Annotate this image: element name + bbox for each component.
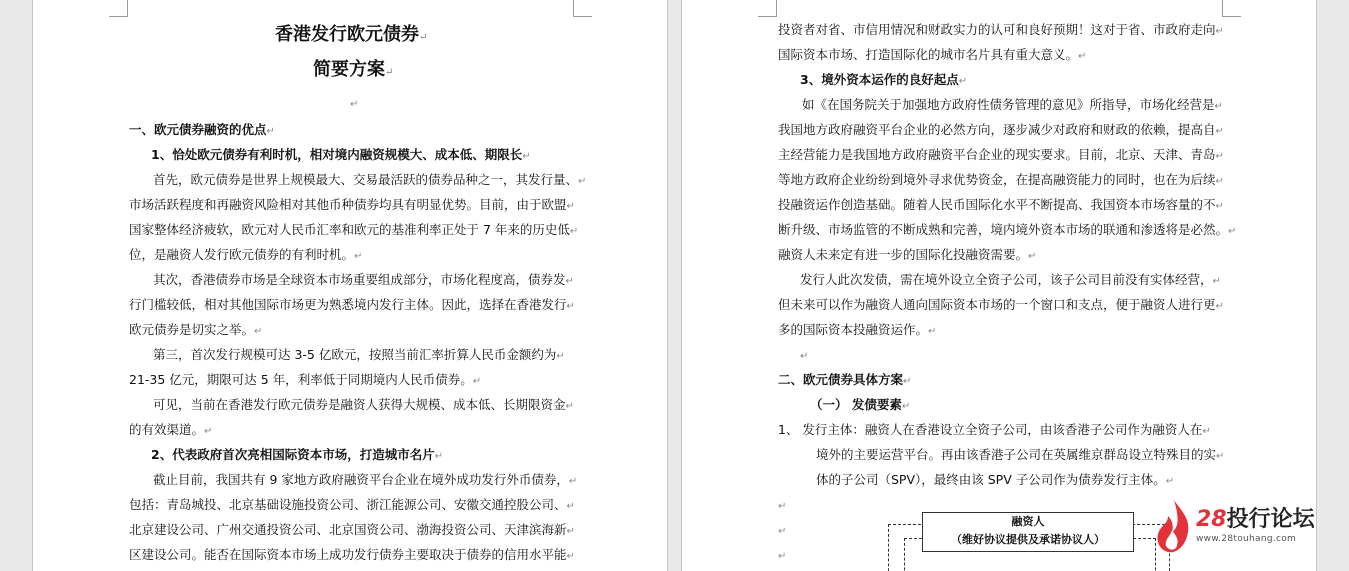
empty-paragraph: ↵ xyxy=(778,526,787,537)
paragraph-line: 1、 发行主体：融资人在香港设立全资子公司，由该香港子公司作为融资人在↵ xyxy=(778,422,1211,437)
paragraph-line: 其次，香港债券市场是全球资本市场重要组成部分，市场化程度高，债券发↵ xyxy=(153,272,574,287)
paragraph-line: 体的子公司（SPV），最终由该 SPV 子公司作为债券发行主体。↵ xyxy=(816,472,1175,487)
paragraph-line: 多的国际资本投融资运作。↵ xyxy=(778,322,937,337)
document-page-left xyxy=(32,0,668,571)
watermark-name: 投行论坛 xyxy=(1226,507,1315,532)
paragraph-line: 首先，欧元债券是世界上规模最大、交易最活跃的债券品种之一，其发行量、↵ xyxy=(153,172,587,187)
section-heading: 一、欧元债券融资的优点↵ xyxy=(129,122,275,137)
crop-mark-top-left xyxy=(109,0,128,17)
paragraph-line: 可见，当前在香港发行欧元债券是融资人获得大规模、成本低、长期限资金↵ xyxy=(153,397,574,412)
section-heading: 2、代表政府首次亮相国际资本市场，打造城市名片↵ xyxy=(151,447,444,462)
paragraph-line: 但未来可以作为融资人通向国际资本市场的一个窗口和支点，便于融资人进行更↵ xyxy=(778,297,1224,312)
paragraph-line: 北京建设公司、广州交通投资公司、北京国资公司、渤海投资公司、天津滨海新↵ xyxy=(129,522,575,537)
paragraph-line: 行门槛较低，相对其他国际市场更为熟悉境内发行主体。因此，选择在香港发行↵ xyxy=(129,297,575,312)
paragraph-line: 国家整体经济疲软，欧元对人民币汇率和欧元的基准利率正处于 7 年来的历史低↵ xyxy=(129,222,579,237)
paragraph-line: 市场活跃程度和再融资风险相对其他币种债券均具有明显优势。目前，由于欧盟↵ xyxy=(129,197,575,212)
paragraph-line: 21-35 亿元，期限可达 5 年，利率低于同期境内人民币债券。↵ xyxy=(129,372,482,387)
watermark-url: www.28touhang.com xyxy=(1196,534,1297,544)
watermark-title xyxy=(1196,502,1315,533)
empty-paragraph: ↵ xyxy=(350,99,359,110)
paragraph-line: 包括：青岛城投、北京基础设施投资公司、浙江能源公司、安徽交通控股公司、↵ xyxy=(129,497,575,512)
paragraph-line: 发行人此次发债，需在境外设立全资子公司，该子公司目前没有实体经营，↵ xyxy=(800,272,1221,287)
paragraph-line: 欧元债券是切实之举。↵ xyxy=(129,322,263,337)
paragraph-line: 等地方政府企业纷纷到境外寻求优势资金，在提高融资能力的同时，也在为后续↵ xyxy=(778,172,1224,187)
flowchart-box-subtitle: （维好协议提供及承诺协议人） xyxy=(951,533,1105,546)
paragraph-line: 区建设公司。能否在国际资本市场上成功发行债券主要取决于债券的信用水平能↵ xyxy=(129,547,575,562)
crop-mark-top-right-right-page xyxy=(1222,0,1241,17)
crop-mark-top-right xyxy=(573,0,592,17)
doc-title-line1: 香港发行欧元债券↵ xyxy=(275,24,428,45)
paragraph-line: 主经营能力是我国地方政府融资平台企业的现实要求。目前，北京、天津、青岛↵ xyxy=(778,147,1224,162)
paragraph-line: 断升级、市场监管的不断成熟和完善，境内境外资本市场的联通和渗透将是必然。↵ xyxy=(778,222,1237,237)
section-heading: 二、欧元债券具体方案↵ xyxy=(778,372,912,387)
paragraph-line: 如《在国务院关于加强地方政府性债务管理的意见》所指导，市场化经营是↵ xyxy=(802,97,1223,112)
crop-mark-top-left-right-page xyxy=(758,0,777,17)
empty-paragraph: ↵ xyxy=(778,551,787,562)
paragraph-line: 的有效渠道。↵ xyxy=(129,422,213,437)
paragraph-line: 位，是融资人发行欧元债券的有利时机。↵ xyxy=(129,247,363,262)
section-heading: 3、境外资本运作的良好起点↵ xyxy=(800,72,968,87)
paragraph-line: 国际资本市场、打造国际化的城市名片具有重大意义。↵ xyxy=(778,47,1087,62)
flame-icon xyxy=(1154,498,1194,556)
paragraph-line: 投资者对省、市信用情况和财政实力的认可和良好预期！这对于省、市政府走向↵ xyxy=(778,22,1224,37)
empty-paragraph: ↵ xyxy=(778,501,787,512)
paragraph-line: 截止目前，我国共有 9 家地方政府融资平台企业在境外成功发行外币债券，↵ xyxy=(153,472,578,487)
paragraph-line: 投融资运作创造基础。随着人民币国际化水平不断提高、我国资本市场容量的不↵ xyxy=(778,197,1224,212)
paragraph-line: 我国地方政府融资平台企业的必然方向，逐步减少对政府和财政的依赖，提高自↵ xyxy=(778,122,1224,137)
paragraph-line: 融资人未来定有进一步的国际化投融资需要。↵ xyxy=(778,247,1037,262)
paragraph-line: ↵ xyxy=(800,351,809,362)
section-heading: 1、恰处欧元债券有利时机，相对境内融资规模大、成本低、期限长↵ xyxy=(151,147,531,162)
flowchart-box-title: 融资人 xyxy=(1011,515,1045,528)
doc-title-line2: 简要方案↵ xyxy=(313,59,394,80)
watermark-number: 28 xyxy=(1196,507,1227,532)
watermark-logo xyxy=(1150,498,1340,558)
section-heading: （一） 发债要素↵ xyxy=(810,397,911,412)
paragraph-line: 境外的主要运营平台。再由该香港子公司在英属维京群岛设立特殊目的实↵ xyxy=(816,447,1225,462)
flowchart-box-financier xyxy=(922,512,1134,552)
document-page-right xyxy=(681,0,1317,571)
paragraph-line: 第三，首次发行规模可达 3-5 亿欧元，按照当前汇率折算人民币金额约为↵ xyxy=(153,347,565,362)
